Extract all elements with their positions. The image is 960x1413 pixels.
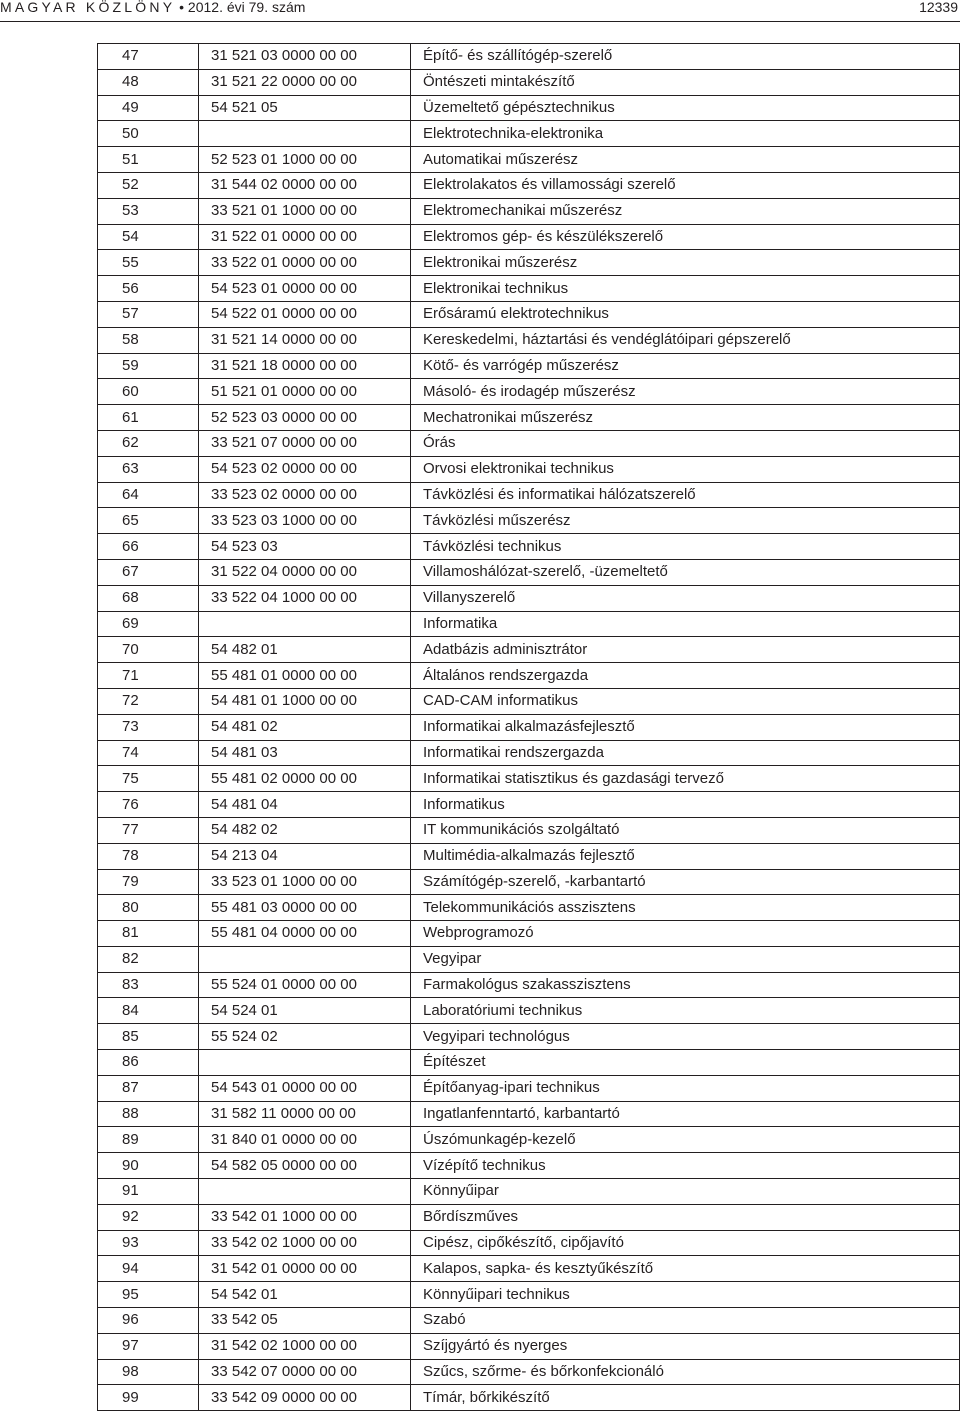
qualification-name: Informatikai alkalmazásfejlesztő [411,714,960,740]
table-row [98,688,960,714]
qualification-name: Kereskedelmi, háztartási és vendéglátóipari gépszerelő [411,327,960,353]
qualification-name: Ingatlanfenntartó, karbantartó [411,1101,960,1127]
qualification-name: Bőrdíszműves [411,1204,960,1230]
row-number: 71 [98,663,199,689]
table-row [98,379,960,405]
table-row [98,534,960,560]
qualification-code: 54 542 01 [199,1282,411,1308]
table-row [98,1230,960,1256]
qualification-code: 54 482 01 [199,637,411,663]
row-number: 56 [98,276,199,302]
table-row [98,147,960,173]
table-body [98,44,960,1411]
row-number: 91 [98,1179,199,1205]
row-number: 90 [98,1153,199,1179]
qualification-name: Szíjgyártó és nyerges [411,1333,960,1359]
table-row [98,1204,960,1230]
table-row [98,44,960,70]
table-row [98,1153,960,1179]
row-number: 93 [98,1230,199,1256]
qualification-code: 31 522 04 0000 00 00 [199,559,411,585]
table-row [98,1385,960,1411]
table-row [98,998,960,1024]
qualification-name: Telekommunikációs asszisztens [411,895,960,921]
header-rule [0,21,960,22]
row-number: 85 [98,1024,199,1050]
row-number: 61 [98,405,199,431]
qualification-name: CAD-CAM informatikus [411,688,960,714]
qualification-name: Építő- és szállítógép-szerelő [411,44,960,70]
qualification-code [199,611,411,637]
qualification-code: 55 481 03 0000 00 00 [199,895,411,921]
qualification-code: 54 482 02 [199,817,411,843]
row-number: 96 [98,1308,199,1334]
table-row [98,482,960,508]
row-number: 55 [98,250,199,276]
qualification-code: 54 523 01 0000 00 00 [199,276,411,302]
qualification-name: Elektrolakatos és villamossági szerelő [411,172,960,198]
qualification-code: 31 521 03 0000 00 00 [199,44,411,70]
table-row [98,121,960,147]
table-row [98,1282,960,1308]
qualification-code: 31 521 22 0000 00 00 [199,69,411,95]
qualification-code: 55 481 01 0000 00 00 [199,663,411,689]
table-row [98,405,960,431]
qualification-name: Webprogramozó [411,921,960,947]
qualification-code [199,1179,411,1205]
row-number: 78 [98,843,199,869]
row-number: 54 [98,224,199,250]
table-row [98,817,960,843]
qualification-code: 54 481 03 [199,740,411,766]
bullet-separator: • [179,0,185,15]
qualification-name: Távközlési és informatikai hálózatszerelő [411,482,960,508]
qualification-code: 31 582 11 0000 00 00 [199,1101,411,1127]
row-number: 53 [98,198,199,224]
qualification-code: 31 521 18 0000 00 00 [199,353,411,379]
qualification-name: Vegyipari technológus [411,1024,960,1050]
qualification-code: 54 481 02 [199,714,411,740]
qualification-code: 54 582 05 0000 00 00 [199,1153,411,1179]
table-row [98,792,960,818]
row-number: 74 [98,740,199,766]
qualification-name: Üzemeltető gépésztechnikus [411,95,960,121]
table-row [98,327,960,353]
row-number: 88 [98,1101,199,1127]
row-number: 64 [98,482,199,508]
table-row [98,1024,960,1050]
table-row [98,1050,960,1076]
page-number: 12339 [919,0,958,15]
table-row [98,1179,960,1205]
table-row [98,301,960,327]
qualification-name: Másoló- és irodagép műszerész [411,379,960,405]
row-number: 87 [98,1075,199,1101]
qualification-name: Informatikai statisztikus és gazdasági tervező [411,766,960,792]
table-row [98,921,960,947]
table-row [98,637,960,663]
row-number: 57 [98,301,199,327]
qualification-name: Erősáramú elektrotechnikus [411,301,960,327]
row-number: 72 [98,688,199,714]
table-row [98,1359,960,1385]
qualification-code: 51 521 01 0000 00 00 [199,379,411,405]
table-row [98,250,960,276]
table-row [98,869,960,895]
table-row [98,430,960,456]
qualification-name: Szabó [411,1308,960,1334]
qualification-name: IT kommunikációs szolgáltató [411,817,960,843]
qualification-name: Mechatronikai műszerész [411,405,960,431]
row-number: 52 [98,172,199,198]
qualification-code: 33 521 07 0000 00 00 [199,430,411,456]
qualification-code: 54 213 04 [199,843,411,869]
row-number: 73 [98,714,199,740]
table-row [98,663,960,689]
table-row [98,1127,960,1153]
table-row [98,456,960,482]
qualification-name: Informatikai rendszergazda [411,740,960,766]
qualification-code: 52 523 03 0000 00 00 [199,405,411,431]
qualification-name: Villamoshálózat-szerelő, -üzemeltető [411,559,960,585]
qualification-code: 33 522 04 1000 00 00 [199,585,411,611]
qualification-code: 55 481 02 0000 00 00 [199,766,411,792]
table-row [98,895,960,921]
qualification-name: Cipész, cipőkészítő, cipőjavító [411,1230,960,1256]
table-row [98,559,960,585]
qualification-name: Elektromos gép- és készülékszerelő [411,224,960,250]
qualification-name: Informatika [411,611,960,637]
qualification-code: 55 481 04 0000 00 00 [199,921,411,947]
table-row [98,69,960,95]
qualification-name: Orvosi elektronikai technikus [411,456,960,482]
qualification-name: Órás [411,430,960,456]
table-row [98,1256,960,1282]
qualification-code: 31 521 14 0000 00 00 [199,327,411,353]
qualification-code: 54 523 02 0000 00 00 [199,456,411,482]
qualification-code: 54 543 01 0000 00 00 [199,1075,411,1101]
row-number: 65 [98,508,199,534]
qualification-code: 54 481 01 1000 00 00 [199,688,411,714]
qualification-code: 33 542 09 0000 00 00 [199,1385,411,1411]
table-row [98,946,960,972]
qualification-code [199,946,411,972]
qualification-code: 54 521 05 [199,95,411,121]
row-number: 75 [98,766,199,792]
row-number: 81 [98,921,199,947]
qualification-code [199,121,411,147]
row-number: 84 [98,998,199,1024]
row-number: 70 [98,637,199,663]
row-number: 68 [98,585,199,611]
qualification-name: Építőanyag-ipari technikus [411,1075,960,1101]
qualification-code: 33 523 01 1000 00 00 [199,869,411,895]
row-number: 92 [98,1204,199,1230]
row-number: 62 [98,430,199,456]
qualification-name: Elektromechanikai műszerész [411,198,960,224]
row-number: 69 [98,611,199,637]
table-row [98,1308,960,1334]
row-number: 80 [98,895,199,921]
qualification-code: 54 523 03 [199,534,411,560]
row-number: 86 [98,1050,199,1076]
row-number: 98 [98,1359,199,1385]
qualification-code: 31 522 01 0000 00 00 [199,224,411,250]
qualification-name: Szűcs, szőrme- és bőrkonfekcionáló [411,1359,960,1385]
row-number: 48 [98,69,199,95]
qualification-name: Vegyipar [411,946,960,972]
qualification-name: Automatikai műszerész [411,147,960,173]
row-number: 76 [98,792,199,818]
issue-label: 2012. évi 79. szám [187,0,306,15]
row-number: 97 [98,1333,199,1359]
qualification-code: 33 522 01 0000 00 00 [199,250,411,276]
row-number: 77 [98,817,199,843]
table-row [98,1075,960,1101]
table-row [98,198,960,224]
qualification-name: Könnyűipari technikus [411,1282,960,1308]
row-number: 63 [98,456,199,482]
running-head [0,0,305,14]
qualification-name: Általános rendszergazda [411,663,960,689]
qualification-name: Adatbázis adminisztrátor [411,637,960,663]
qualification-name: Elektronikai technikus [411,276,960,302]
qualification-code: 31 544 02 0000 00 00 [199,172,411,198]
row-number: 94 [98,1256,199,1282]
table-row [98,353,960,379]
qualification-code: 55 524 01 0000 00 00 [199,972,411,998]
row-number: 95 [98,1282,199,1308]
qualification-name: Könnyűipar [411,1179,960,1205]
row-number: 50 [98,121,199,147]
table-row [98,224,960,250]
row-number: 83 [98,972,199,998]
qualification-name: Számítógép-szerelő, -karbantartó [411,869,960,895]
qualification-table [97,43,960,1411]
row-number: 66 [98,534,199,560]
qualification-code: 33 523 03 1000 00 00 [199,508,411,534]
row-number: 60 [98,379,199,405]
row-number: 51 [98,147,199,173]
table-row [98,172,960,198]
table-row [98,1101,960,1127]
row-number: 99 [98,1385,199,1411]
row-number: 47 [98,44,199,70]
qualification-name: Villanyszerelő [411,585,960,611]
row-number: 79 [98,869,199,895]
qualification-name: Multimédia-alkalmazás fejlesztő [411,843,960,869]
table-row [98,1333,960,1359]
journal-title: MAGYAR KÖZLÖNY [0,0,176,15]
qualification-code: 31 542 01 0000 00 00 [199,1256,411,1282]
qualification-name: Öntészeti mintakészítő [411,69,960,95]
table-row [98,276,960,302]
table-row [98,585,960,611]
qualification-name: Kötő- és varrógép műszerész [411,353,960,379]
table-row [98,714,960,740]
qualification-code: 33 542 05 [199,1308,411,1334]
qualification-code [199,1050,411,1076]
row-number: 67 [98,559,199,585]
page-header [0,0,960,14]
qualification-code: 33 542 07 0000 00 00 [199,1359,411,1385]
qualification-code: 33 542 02 1000 00 00 [199,1230,411,1256]
qualification-code: 54 522 01 0000 00 00 [199,301,411,327]
qualification-name: Informatikus [411,792,960,818]
table-row [98,766,960,792]
table-row [98,972,960,998]
qualification-name: Építészet [411,1050,960,1076]
qualification-name: Távközlési technikus [411,534,960,560]
table-row [98,508,960,534]
row-number: 58 [98,327,199,353]
row-number: 82 [98,946,199,972]
qualification-name: Úszómunkagép-kezelő [411,1127,960,1153]
qualification-name: Farmakológus szakasszisztens [411,972,960,998]
qualification-name: Elektrotechnika-elektronika [411,121,960,147]
qualification-name: Vízépítő technikus [411,1153,960,1179]
qualification-name: Távközlési műszerész [411,508,960,534]
row-number: 49 [98,95,199,121]
qualification-code: 33 521 01 1000 00 00 [199,198,411,224]
qualification-name: Kalapos, sapka- és kesztyűkészítő [411,1256,960,1282]
qualification-code: 54 524 01 [199,998,411,1024]
table-row [98,611,960,637]
qualification-code: 33 542 01 1000 00 00 [199,1204,411,1230]
row-number: 89 [98,1127,199,1153]
qualification-name: Elektronikai műszerész [411,250,960,276]
qualification-code: 55 524 02 [199,1024,411,1050]
qualification-code: 54 481 04 [199,792,411,818]
row-number: 59 [98,353,199,379]
qualification-name: Laboratóriumi technikus [411,998,960,1024]
table-row [98,843,960,869]
qualification-name: Tímár, bőrkikészítő [411,1385,960,1411]
table-row [98,95,960,121]
qualification-code: 52 523 01 1000 00 00 [199,147,411,173]
qualification-code: 31 840 01 0000 00 00 [199,1127,411,1153]
qualification-code: 31 542 02 1000 00 00 [199,1333,411,1359]
qualification-code: 33 523 02 0000 00 00 [199,482,411,508]
table-row [98,740,960,766]
